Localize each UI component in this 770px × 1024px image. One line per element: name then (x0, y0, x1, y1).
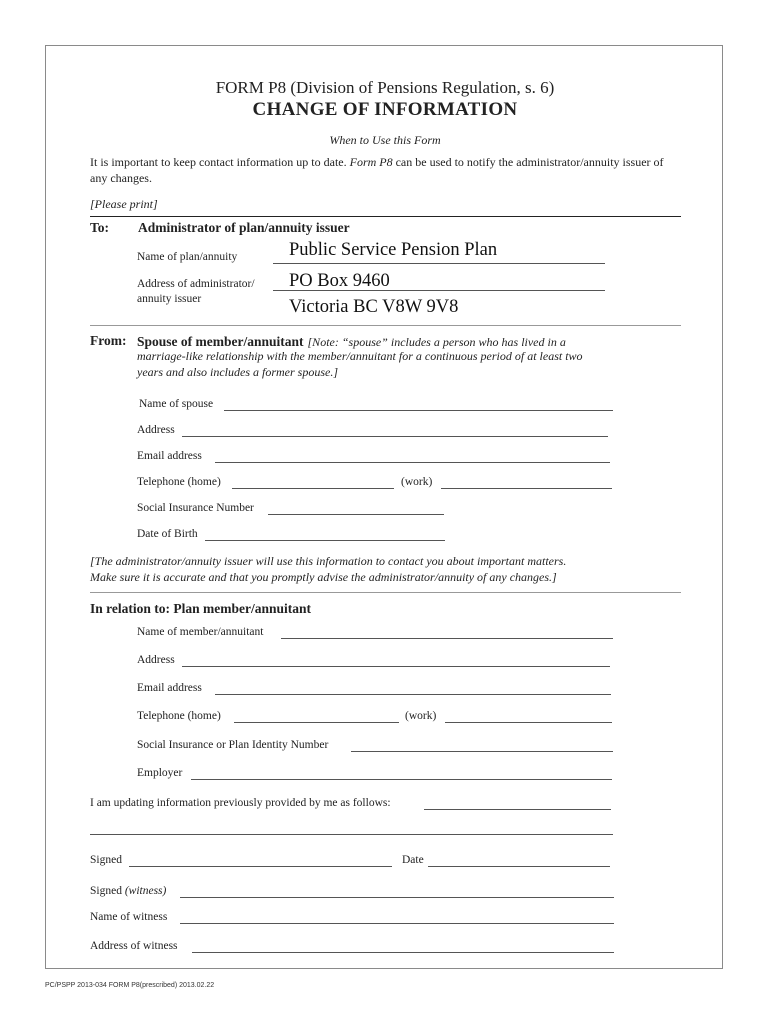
member-email-field[interactable] (215, 694, 611, 695)
to-heading: Administrator of plan/annuity issuer (138, 220, 350, 235)
member-address-label: Address (137, 654, 175, 666)
member-tel-work-field[interactable] (445, 722, 612, 723)
signature-field[interactable] (129, 866, 392, 867)
member-tel-work-label: (work) (405, 710, 437, 722)
spouse-sin-label: Social Insurance Number (137, 502, 254, 514)
member-sin-label: Social Insurance or Plan Identity Number (137, 739, 329, 751)
admin-address-value-1[interactable]: PO Box 9460 (289, 271, 390, 291)
spouse-address-label: Address (137, 424, 175, 436)
member-name-field[interactable] (281, 638, 613, 639)
spouse-sin-field[interactable] (268, 514, 444, 515)
accuracy-notice-line-2: Make sure it is accurate and that you promptly advise the administrator/annuity of any changes.] (90, 570, 557, 584)
spouse-dob-label: Date of Birth (137, 528, 198, 540)
plan-name-line (273, 263, 605, 264)
spouse-tel-home-label: Telephone (home) (137, 476, 221, 488)
updating-info-field-2[interactable] (90, 834, 613, 835)
from-label: From: (90, 333, 127, 348)
spouse-tel-work-label: (work) (401, 476, 433, 488)
to-label: To: (90, 220, 110, 235)
spouse-tel-home-field[interactable] (232, 488, 394, 489)
from-heading-row: Spouse of member/annuitant [Note: “spouse” includes a person who has lived in a (137, 334, 566, 349)
admin-address-label: Address of administrator/ (137, 278, 255, 290)
member-employer-field[interactable] (191, 779, 612, 780)
member-email-label: Email address (137, 682, 202, 694)
form-footer-code: PC/PSPP 2013-034 FORM P8(prescribed) 2013.02.22 (45, 982, 215, 989)
divider (90, 592, 681, 593)
admin-address-label-2: annuity issuer (137, 293, 202, 305)
member-employer-label: Employer (137, 767, 183, 779)
accuracy-notice-line-1: [The administrator/annuity issuer will use this information to contact you about important matters. (90, 554, 567, 568)
admin-address-value-2[interactable]: Victoria BC V8W 9V8 (289, 297, 459, 317)
spouse-tel-work-field[interactable] (441, 488, 612, 489)
relation-heading: In relation to: Plan member/annuitant (90, 601, 312, 616)
signed-label: Signed (90, 854, 122, 866)
member-address-field[interactable] (182, 666, 610, 667)
witness-signature-field[interactable] (180, 897, 614, 898)
when-to-use-heading: When to Use this Form (329, 133, 441, 147)
spouse-address-field[interactable] (182, 436, 608, 437)
spouse-note-line-2: marriage-like relationship with the member/annuitant for a continuous period of at least two (137, 349, 583, 363)
please-print-note: [Please print] (90, 197, 158, 211)
intro-paragraph: It is important to keep contact information up to date. Form P8 can be used to notify the administrator/annuity issuer of any changes. (90, 155, 664, 185)
form-subtitle: CHANGE OF INFORMATION (252, 99, 518, 120)
divider (90, 216, 681, 217)
member-sin-field[interactable] (351, 751, 613, 752)
form-title: FORM P8 (Division of Pensions Regulation, s. 6) (215, 78, 555, 97)
plan-name-value[interactable]: Public Service Pension Plan (289, 240, 498, 260)
witness-signature-label: Signed (witness) (90, 885, 167, 897)
spouse-note-line-3: years and also includes a former spouse.] (137, 365, 338, 379)
spouse-email-label: Email address (137, 450, 202, 462)
witness-name-field[interactable] (180, 923, 614, 924)
member-tel-home-field[interactable] (234, 722, 399, 723)
spouse-name-field[interactable] (224, 410, 613, 411)
date-label: Date (402, 854, 424, 866)
spouse-email-field[interactable] (215, 462, 610, 463)
updating-info-label: I am updating information previously provided by me as follows: (90, 797, 391, 809)
member-tel-home-label: Telephone (home) (137, 710, 221, 722)
witness-address-field[interactable] (192, 952, 614, 953)
witness-name-label: Name of witness (90, 911, 168, 923)
updating-info-field[interactable] (424, 809, 611, 810)
divider (90, 325, 681, 326)
spouse-dob-field[interactable] (205, 540, 445, 541)
date-field[interactable] (428, 866, 610, 867)
member-name-label: Name of member/annuitant (137, 626, 264, 638)
witness-address-label: Address of witness (90, 940, 178, 952)
spouse-name-label: Name of spouse (139, 398, 214, 410)
plan-name-label: Name of plan/annuity (137, 251, 238, 263)
